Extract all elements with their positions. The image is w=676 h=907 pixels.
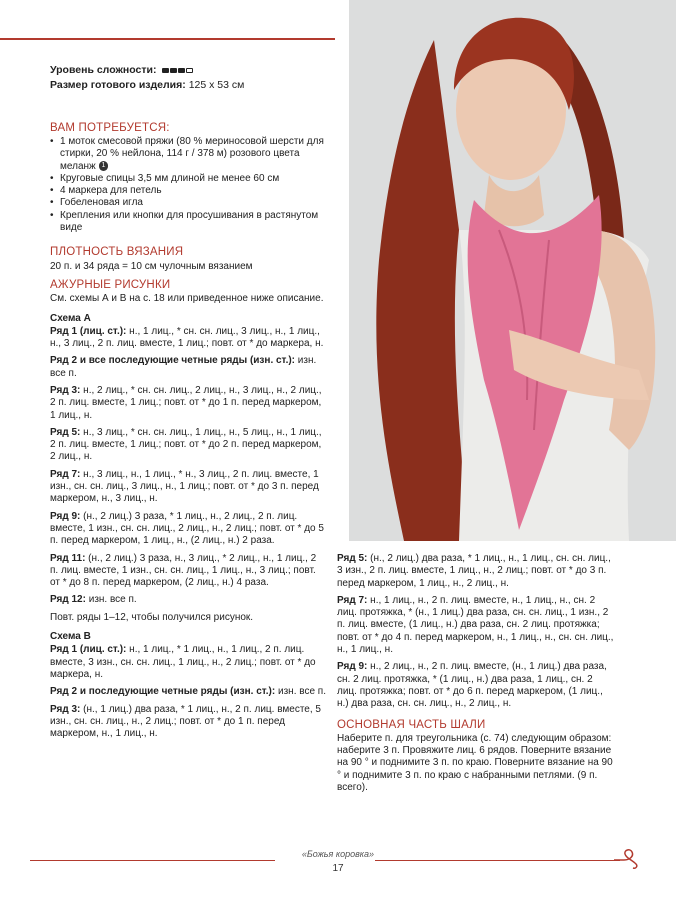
difficulty-indicator — [162, 64, 194, 76]
list-item: • Круговые спицы 3,5 мм длиной не менее 60 см — [50, 173, 326, 185]
scheme-a-repeat: Повт. ряды 1–12, чтобы получился рисунок. — [50, 611, 254, 623]
gauge-text: 20 п. и 34 ряда = 10 см чулочным вязанием — [50, 260, 253, 272]
scheme-b-row-9: Ряд 9: н., 2 лиц., н., 2 п. лиц. вместе, (н., 1 лиц.) два раза, сн. 2 лиц. протяжка, * (1 лиц., н.) два раза, 1 лиц., сн. 2 лиц. протяжка; повт. от * до 6 п. перед маркером, (1 лиц., н.) два раза, сн. сн. лиц., н., 2 лиц., н. — [337, 661, 607, 710]
main-part-text: Наберите п. для треугольника (с. 74) следующим образом: наберите 3 п. Провяжите лиц. 6 рядов. Поверните вязание на 90 ° и поднимите 3 п. по краю. Поверните вязание на 90 ° и поднимите 3 п. по краю с набранными петлями. (9 п. всего). — [337, 732, 613, 794]
scheme-b-row-3: Ряд 3: (н., 1 лиц.) два раза, * 1 лиц., н., 2 п. лиц. вместе, 5 изн., сн. сн. лиц., н., 2 лиц.; повт. от * до 1 п. перед маркером, н., 1 лиц., н. — [50, 703, 321, 740]
list-item: • 1 моток смесовой пряжи (80 % мериносовой шерсти для стирки, 20 % нейлона, 114 г / 378 м) розового цвета меланж 1 — [50, 136, 326, 173]
scheme-b-row-5: Ряд 5: (н., 2 лиц.) два раза, * 1 лиц., н., 1 лиц., сн. сн. лиц., 3 изн., 2 п. лиц. вместе, 1 лиц., н., 2 лиц.; повт. от * до 3 п. перед маркером, 1 лиц., н., 2 лиц., н. — [337, 553, 611, 589]
gauge-heading: ПЛОТНОСТЬ ВЯЗАНИЯ — [50, 246, 184, 259]
size-line — [50, 79, 326, 91]
list-item: • Гобеленовая игла — [50, 197, 326, 209]
scheme-a-title: Схема А — [50, 312, 91, 324]
scheme-a-row-5: Ряд 5: н., 3 лиц., * сн. сн. лиц., 1 лиц., н., 5 лиц., н., 1 лиц., 2 п. лиц. вместе, 1 лиц.; повт. от * до 2 п. перед маркером, 2 лиц., н. — [50, 426, 322, 463]
size-label: Размер готового изделия: — [50, 79, 186, 92]
right-column — [337, 553, 615, 799]
yarn-weight-badge: 1 — [99, 161, 109, 171]
scheme-b-row-1: Ряд 1 (лиц. ст.): н., 1 лиц., * 1 лиц., н., 1 лиц., 2 п. лиц. вместе, 3 изн., сн. сн. лиц., 1 лиц., н., 2 лиц.; повт. от * до маркера, н. — [50, 644, 316, 680]
scheme-a-row-9: Ряд 9: (н., 2 лиц.) 3 раза, * 1 лиц., н., 2 лиц., 2 п. лиц. вместе, 1 изн., сн. сн. лиц., 2 лиц., н., 2 лиц.; повт. от * до 5 п. перед маркером, 1 лиц., н., (2 лиц., н.) 2 раза. — [50, 510, 324, 547]
scheme-b-row-7: Ряд 7: н., 1 лиц., н., 2 п. лиц. вместе, н., 1 лиц., н., сн. 2 лиц. протяжка, * (н., 1 лиц.) два раза, сн. сн. лиц., 1 изн., 2 п. лиц. вместе, (1 лиц., н.) два раза, сн. 2 лиц. протяжка; повт. от * до 4 п. перед маркером, н., 1 лиц., н., сн. сн. лиц., н., 1 лиц., н. — [337, 594, 614, 656]
difficulty-line — [50, 64, 326, 76]
top-rule — [0, 38, 335, 40]
difficulty-label: Уровень сложности: — [50, 64, 157, 76]
main-part-heading: ОСНОВНАЯ ЧАСТЬ ШАЛИ — [337, 718, 486, 731]
scheme-a-row-1: Ряд 1 (лиц. ст.): н., 1 лиц., * сн. сн. лиц., 3 лиц., н., 1 лиц., н., 3 лиц., 2 п. лиц. вместе, 1 лиц.; повт. от * до маркера, н. — [50, 325, 324, 350]
materials-list — [50, 136, 326, 234]
page-number: 17 — [332, 863, 344, 874]
left-column — [50, 64, 326, 745]
scheme-a-row-11: Ряд 11: (н., 2 лиц.) 3 раза, н., 3 лиц., * 2 лиц., н., 1 лиц., 2 п. лиц. вместе, 1 изн., сн. сн. лиц., 1 лиц., н., 3 лиц.; повт. от * до 8 п. перед маркером, (2 лиц., н.) 4 раза. — [50, 552, 317, 589]
scheme-b-title: Схема В — [50, 631, 91, 643]
lace-intro: См. схемы А и В на с. 18 или приведенное ниже описание. — [50, 293, 324, 305]
lace-heading: АЖУРНЫЕ РИСУНКИ — [50, 278, 171, 291]
model-photo — [349, 0, 676, 541]
size-value: 125 х 53 см — [188, 79, 245, 92]
scheme-a-row-2: Ряд 2 и все последующие четные ряды (изн. ст.): изн. все п. — [50, 355, 317, 379]
scheme-a-row-3: Ряд 3: н., 2 лиц., * сн. сн. лиц., 2 лиц., н., 3 лиц., н., 2 лиц., 2 п. лиц. вместе, 1 лиц.; повт. от * до 1 п. перед маркером, 1 лиц., н. — [50, 385, 322, 421]
list-item: • 4 маркера для петель — [50, 185, 326, 197]
list-item: • Крепления или кнопки для просушивания в растянутом виде — [50, 210, 326, 235]
scheme-a-row-12: Ряд 12: изн. все п. — [50, 594, 137, 606]
scheme-b-row-2: Ряд 2 и последующие четные ряды (изн. ст.): изн. все п. — [50, 686, 326, 698]
model-illustration — [349, 0, 676, 541]
materials-heading: ВАМ ПОТРЕБУЕТСЯ: — [50, 121, 170, 134]
magazine-title: «Божья коровка» — [301, 849, 375, 859]
scheme-a-row-7: Ряд 7: н., 3 лиц., н., 1 лиц., * н., 3 лиц., 2 п. лиц. вместе, 1 изн., сн. сн. лиц., 3 лиц., н., 1 лиц.; повт. от * до 3 п. перед маркером, н., 3 лиц., н. — [50, 468, 319, 505]
